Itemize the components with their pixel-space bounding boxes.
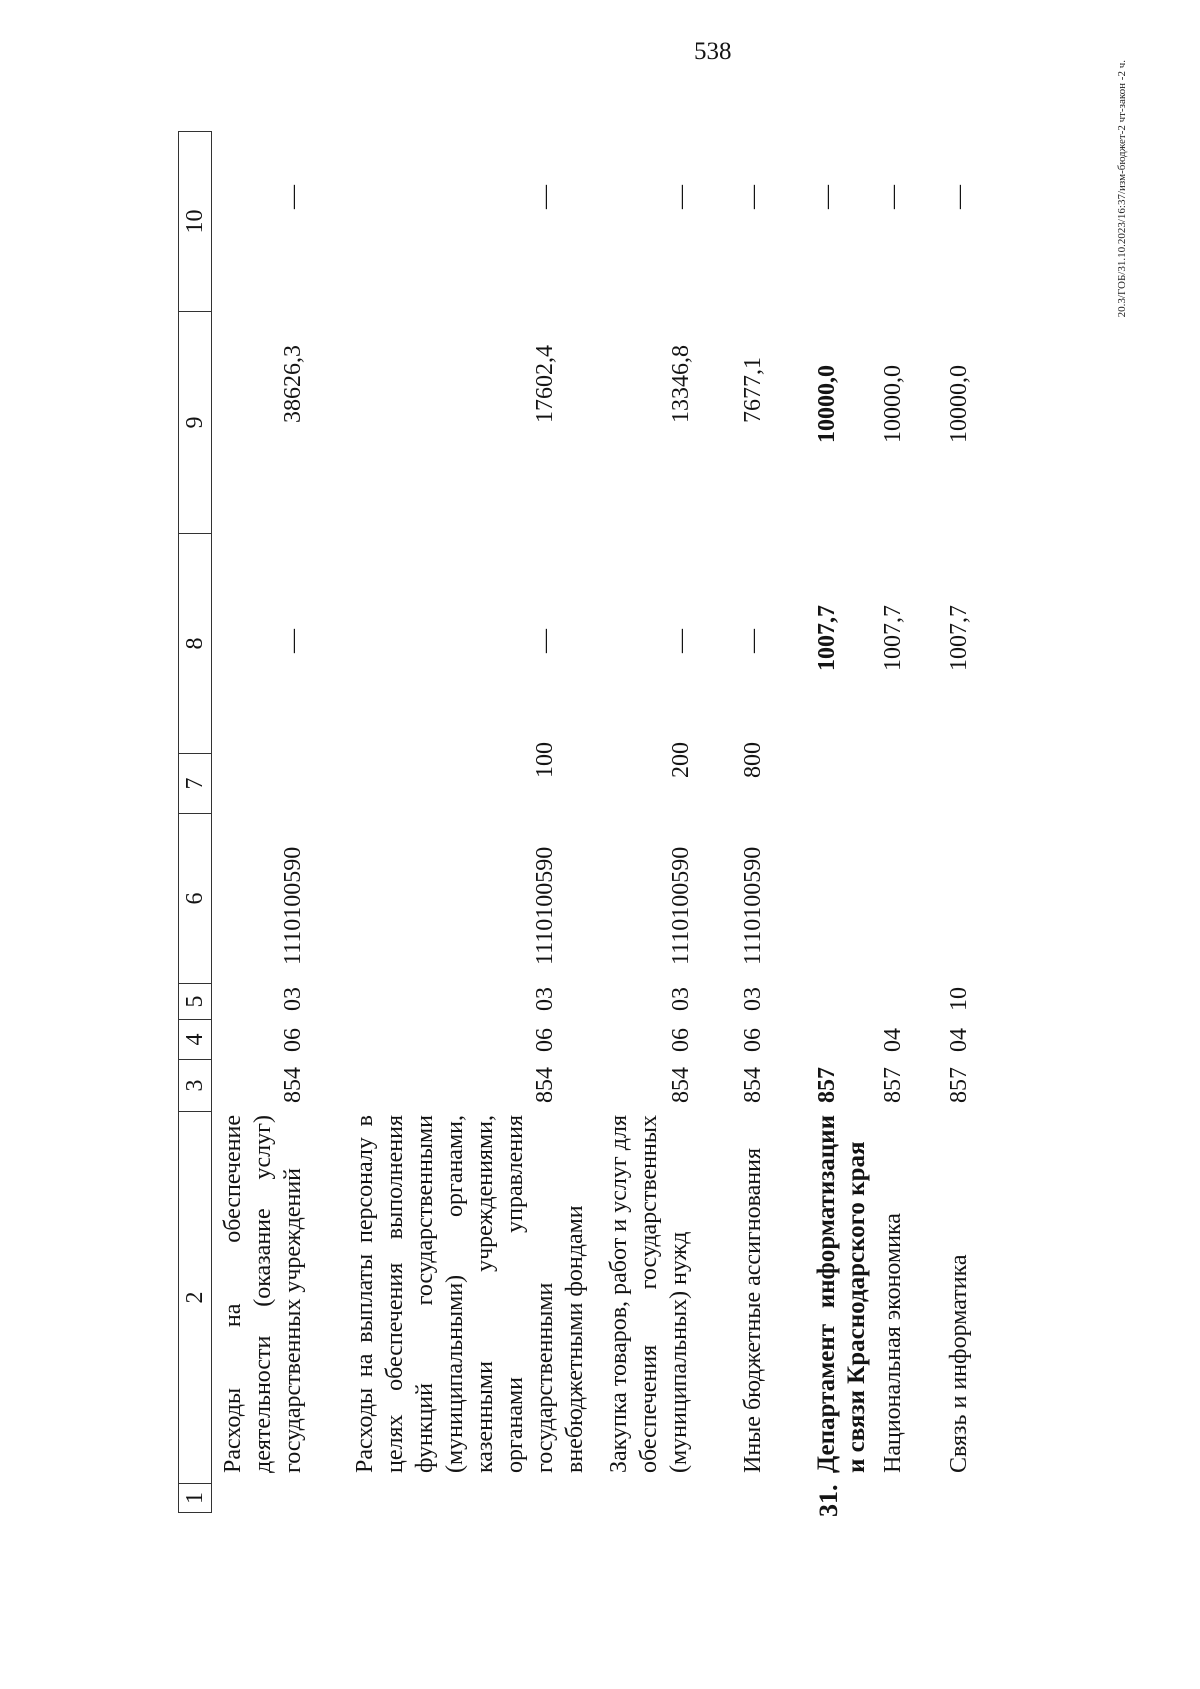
cell-c3: 854	[668, 1067, 694, 1103]
cell-c6: 1110100590	[532, 846, 558, 965]
cell-c10: —	[740, 185, 766, 209]
cell-c10: —	[280, 185, 306, 209]
cell-c4: 04	[880, 1028, 906, 1052]
header-col-4: 4	[178, 1019, 212, 1059]
row-name: Расходы на обеспечение деятельности (оказание услуг) государственных учреждений	[220, 1115, 306, 1473]
cell-c4: 04	[946, 1028, 972, 1052]
cell-c7: 100	[532, 742, 558, 778]
cell-c10: —	[814, 185, 840, 209]
cell-c10: —	[946, 185, 972, 209]
department-name: Департамент информатизации и связи Краснодарского края	[813, 1115, 870, 1473]
header-col-7: 7	[178, 753, 212, 813]
header-col-5: 5	[178, 983, 212, 1019]
document-stamp: 20.3/ГОБ/31.10.2023/16:37/изм-бюджет-2 чт-закон -2 ч.	[1116, 60, 1128, 318]
cell-c8: 1007,7	[880, 605, 906, 671]
cell-c6: 1110100590	[668, 846, 694, 965]
cell-c9: 10000,0	[814, 365, 840, 443]
header-col-3: 3	[178, 1059, 212, 1111]
cell-c9: 7677,1	[740, 357, 766, 423]
cell-c8: —	[740, 629, 766, 653]
cell-c10: —	[668, 185, 694, 209]
cell-c4: 06	[668, 1028, 694, 1052]
cell-c5: 03	[532, 987, 558, 1011]
header-col-8: 8	[178, 533, 212, 753]
cell-c9: 10000,0	[880, 365, 906, 443]
cell-c5: 03	[668, 987, 694, 1011]
cell-c8: —	[668, 629, 694, 653]
row-number: 31.	[814, 1484, 843, 1517]
cell-c3: 857	[946, 1067, 972, 1103]
header-col-2: 2	[178, 1111, 212, 1483]
cell-c4: 06	[532, 1028, 558, 1052]
cell-c9: 38626,3	[280, 345, 306, 423]
cell-c4: 06	[740, 1028, 766, 1052]
table-header-row	[178, 131, 212, 1513]
header-col-1: 1	[178, 1483, 212, 1513]
cell-c4: 06	[280, 1028, 306, 1052]
row-name: Закупка товаров, работ и услуг для обеспечения государственных (муниципальных) нужд	[606, 1115, 692, 1473]
cell-c3: 854	[532, 1067, 558, 1103]
cell-c8: —	[280, 629, 306, 653]
row-name: Иные бюджетные ассигнования	[740, 1148, 766, 1473]
cell-c3: 857	[814, 1067, 840, 1103]
budget-table	[178, 0, 1058, 1517]
cell-c5: 10	[946, 987, 972, 1011]
row-name: Национальная экономика	[880, 1213, 906, 1473]
header-col-6: 6	[178, 813, 212, 983]
cell-c5: 03	[280, 987, 306, 1011]
cell-c9: 17602,4	[532, 345, 558, 423]
page-number: 538	[694, 38, 732, 65]
header-col-10: 10	[178, 131, 212, 311]
cell-c3: 854	[280, 1067, 306, 1103]
cell-c8: —	[532, 629, 558, 653]
cell-c10: —	[532, 185, 558, 209]
cell-c10: —	[880, 185, 906, 209]
cell-c3: 854	[740, 1067, 766, 1103]
cell-c7: 200	[668, 742, 694, 778]
row-name: Связь и информатика	[946, 1254, 972, 1473]
cell-c8: 1007,7	[814, 605, 840, 671]
cell-c3: 857	[880, 1067, 906, 1103]
cell-c6: 1110100590	[280, 846, 306, 965]
cell-c6: 1110100590	[740, 846, 766, 965]
header-col-9: 9	[178, 311, 212, 533]
row-name: Расходы на выплаты персоналу в целях обеспечения выполнения функций государственными (муниципальными) органами, казенными учреждениями, органами управления государственными внебюджетными фондами	[352, 1115, 588, 1473]
cell-c9: 13346,8	[668, 345, 694, 423]
cell-c9: 10000,0	[946, 365, 972, 443]
cell-c8: 1007,7	[946, 605, 972, 671]
cell-c7: 800	[740, 742, 766, 778]
cell-c5: 03	[740, 987, 766, 1011]
